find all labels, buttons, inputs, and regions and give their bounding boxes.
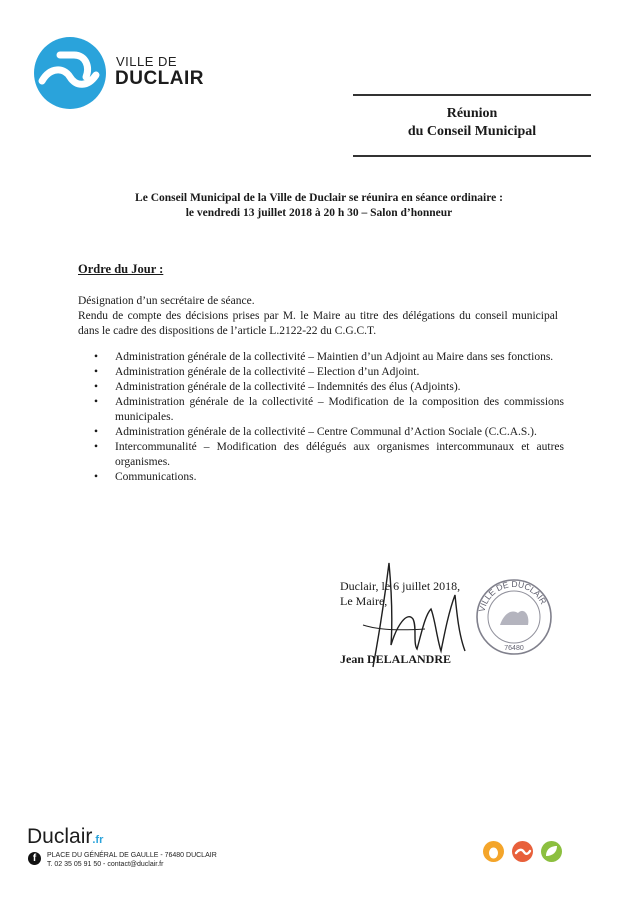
- convocation-line2: le vendredi 13 juillet 2018 à 20 h 30 – Salon d’honneur: [185, 207, 453, 219]
- heading-rule-top: [353, 94, 591, 96]
- agenda-intro-report: Rendu de compte des décisions prises par M. le Maire au titre des délégations du conseil municipal dans le cadre des dispositions de l’article L.2122-22 du C.G.C.T.: [78, 310, 558, 337]
- convocation-line1: Le Conseil Municipal de la Ville de Duclair se réunira en séance ordinaire :: [135, 192, 503, 204]
- bullet-icon: •: [94, 381, 99, 393]
- ville-duclair-logo-icon: [34, 37, 106, 109]
- footer-contact: T. 02 35 05 91 50 - contact@duclair.fr: [47, 861, 164, 868]
- agenda-item: • Intercommunalité – Modification des délégués aux organismes intercommunaux et autres organismes.: [94, 441, 564, 468]
- footer-address: PLACE DU GÉNÉRAL DE GAULLE - 76480 DUCLAIR: [47, 852, 217, 859]
- agenda-title: Ordre du Jour :: [78, 262, 164, 276]
- agenda-item: • Administration générale de la collectivité – Centre Communal d’Action Sociale (C.C.A.S.).: [94, 426, 537, 438]
- agenda-item: • Administration générale de la collectivité – Indemnités des élus (Adjoints).: [94, 381, 461, 393]
- footer-brand: Duclair.fr: [27, 825, 104, 848]
- egg-badge-icon: [483, 841, 504, 862]
- bullet-icon: •: [94, 351, 99, 363]
- bullet-icon: •: [94, 471, 99, 483]
- signatory-name: Jean DELALANDRE: [340, 652, 452, 666]
- bullet-icon: •: [94, 366, 99, 378]
- signature-place-date: Duclair, le 6 juillet 2018,: [340, 579, 461, 593]
- meeting-title-line2: du Conseil Municipal: [407, 124, 537, 139]
- agenda-list: [94, 350, 564, 485]
- heading-rule-bottom: [353, 155, 591, 157]
- facebook-icon: f: [28, 852, 41, 865]
- agenda-item: • Administration générale de la collectivité – Election d’un Adjoint.: [94, 366, 420, 378]
- signature-role: Le Maire,: [340, 594, 388, 608]
- town-seal-stamp-icon: [474, 577, 554, 657]
- leaf-badge-icon: [541, 841, 562, 862]
- agenda-item: • Administration générale de la collectivité – Maintien d’un Adjoint au Maire dans ses fonctions.: [94, 351, 554, 363]
- bullet-icon: •: [94, 396, 99, 408]
- bullet-icon: •: [94, 441, 99, 453]
- meeting-title-line1: Réunion: [446, 106, 498, 121]
- agenda-item: • Administration générale de la collectivité – Modification de la composition des commissions municipales.: [94, 396, 564, 423]
- svg-text:VILLE DE DUCLAIR: VILLE DE DUCLAIR: [476, 578, 549, 613]
- logo-duclair-label: DUCLAIR: [115, 68, 204, 89]
- wave-badge-icon: [512, 841, 533, 862]
- handwritten-signature-icon: [355, 555, 475, 675]
- bullet-icon: •: [94, 426, 99, 438]
- agenda-intro-secretary: Désignation d’un secrétaire de séance.: [78, 295, 255, 307]
- agenda-item: • Communications.: [94, 471, 197, 483]
- svg-text:76480: 76480: [504, 645, 524, 652]
- logo-ville-label: VILLE DE: [116, 54, 178, 69]
